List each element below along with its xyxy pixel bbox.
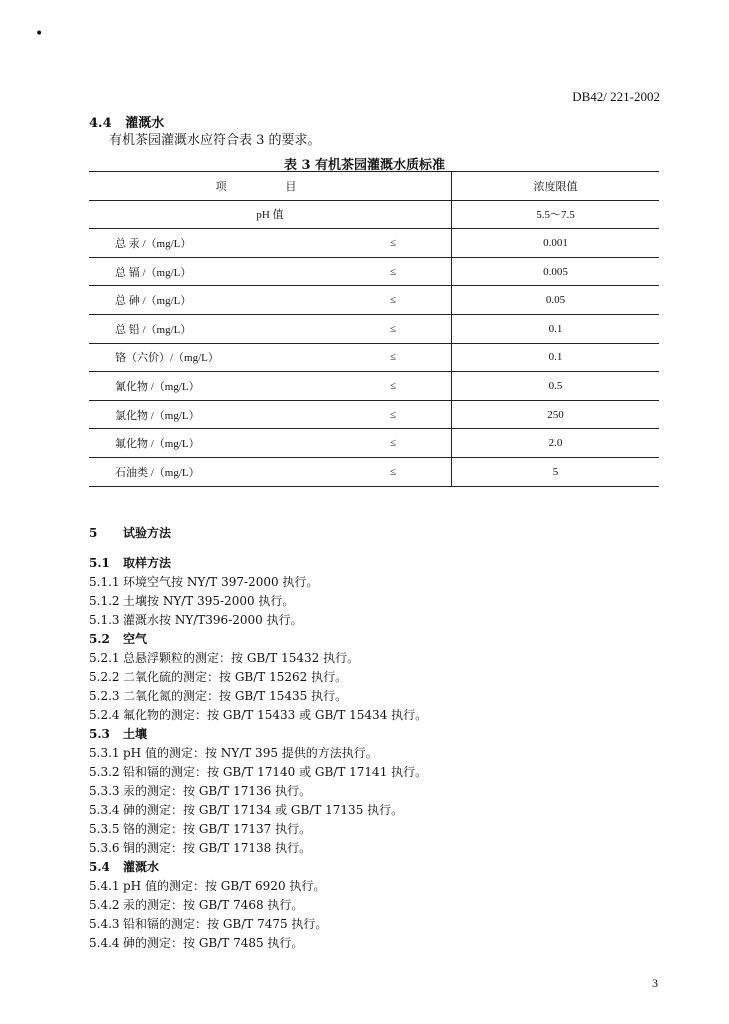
row-operator: ≤ <box>335 400 452 429</box>
method-line: 5.3.1 pH 值的测定：按 NY/T 395 提供的方法执行。 <box>89 746 378 760</box>
table-row <box>89 457 659 486</box>
document-code: DB42/ 221-2002 <box>572 89 660 104</box>
row-limit: 0.1 <box>452 343 660 372</box>
row-limit: 5.5～7.5 <box>452 200 660 229</box>
table-row <box>89 286 659 315</box>
method-line: 5.3.5 铬的测定：按 GB/T 17137 执行。 <box>89 822 312 836</box>
method-line: 5.4.2 汞的测定：按 GB/T 7468 执行。 <box>89 898 304 912</box>
table-row <box>89 257 659 286</box>
row-item: 氯化物 /（mg/L） <box>89 400 335 429</box>
method-line: 5.1.3 灌溉水按 NY/T396-2000 执行。 <box>89 613 303 627</box>
table-row <box>89 343 659 372</box>
row-operator: ≤ <box>335 343 452 372</box>
row-item: 氟化物 /（mg/L） <box>89 429 335 458</box>
row-operator: ≤ <box>335 229 452 258</box>
method-line: 5.3.6 铜的测定：按 GB/T 17138 执行。 <box>89 841 312 855</box>
row-item: 总 砷 /（mg/L） <box>89 286 335 315</box>
method-line: 5.4.3 铅和镉的测定：按 GB/T 7475 执行。 <box>89 917 328 931</box>
row-operator: ≤ <box>335 429 452 458</box>
table-row <box>89 400 659 429</box>
row-limit: 0.005 <box>452 257 660 286</box>
method-line: 5.3.2 铅和镉的测定：按 GB/T 17140 或 GB/T 17141 执行。 <box>89 765 428 779</box>
header-limit: 浓度限值 <box>452 172 660 201</box>
row-item: 氰化物 /（mg/L） <box>89 372 335 401</box>
table-row <box>89 200 659 229</box>
row-limit: 2.0 <box>452 429 660 458</box>
row-item: 总 汞 /（mg/L） <box>89 229 335 258</box>
method-line: 5.4.1 pH 值的测定：按 GB/T 6920 执行。 <box>89 879 326 893</box>
table-row <box>89 372 659 401</box>
table-row <box>89 314 659 343</box>
row-limit: 0.5 <box>452 372 660 401</box>
method-line: 5.3.4 砷的测定：按 GB/T 17134 或 GB/T 17135 执行。 <box>89 803 404 817</box>
row-operator: ≤ <box>335 457 452 486</box>
table-row <box>89 429 659 458</box>
section-5-heading: 5 试验方法 <box>89 526 172 540</box>
section-4-4-paragraph: 有机茶园灌溉水应符合表 3 的要求。 <box>109 133 321 148</box>
row-limit: 0.001 <box>452 229 660 258</box>
row-operator: ≤ <box>335 372 452 401</box>
scan-dot-mark: • <box>35 26 44 42</box>
row-operator: ≤ <box>335 257 452 286</box>
table-header-row <box>89 172 659 201</box>
method-line: 5.1.2 土壤按 NY/T 395-2000 执行。 <box>89 594 295 608</box>
row-item: 总 镉 /（mg/L） <box>89 257 335 286</box>
row-item: 铬（六价）/（mg/L） <box>89 343 335 372</box>
method-line: 5.2 空气 <box>89 632 148 646</box>
method-line: 5.2.2 二氧化硫的测定：按 GB/T 15262 执行。 <box>89 670 348 684</box>
row-item: 总 铅 /（mg/L） <box>89 314 335 343</box>
page-number: 3 <box>652 976 658 990</box>
method-line: 5.3 土壤 <box>89 727 148 741</box>
row-limit: 0.05 <box>452 286 660 315</box>
row-item: pH 值 <box>89 200 452 229</box>
method-line: 5.1.1 环境空气按 NY/T 397-2000 执行。 <box>89 575 319 589</box>
row-item: 石油类 /（mg/L） <box>89 457 335 486</box>
table-caption: 表 3 有机茶园灌溉水质标准 <box>283 158 446 173</box>
row-limit: 0.1 <box>452 314 660 343</box>
method-line: 5.2.1 总悬浮颗粒的测定：按 GB/T 15432 执行。 <box>89 651 360 665</box>
row-limit: 5 <box>452 457 660 486</box>
table-row <box>89 229 659 258</box>
header-item: 项 目 <box>89 172 452 201</box>
section-number: 4.4 <box>89 116 112 131</box>
row-operator: ≤ <box>335 286 452 315</box>
section-title: 灌溉水 <box>125 116 165 131</box>
method-line: 5.4.4 砷的测定：按 GB/T 7485 执行。 <box>89 936 304 950</box>
method-line: 5.4 灌溉水 <box>89 860 160 874</box>
row-limit: 250 <box>452 400 660 429</box>
irrigation-water-quality-table <box>89 171 659 487</box>
method-line: 5.2.4 氟化物的测定：按 GB/T 15433 或 GB/T 15434 执行。 <box>89 708 428 722</box>
method-line: 5.1 取样方法 <box>89 556 172 570</box>
row-operator: ≤ <box>335 314 452 343</box>
method-line: 5.2.3 二氧化氮的测定：按 GB/T 15435 执行。 <box>89 689 348 703</box>
method-line: 5.3.3 汞的测定：按 GB/T 17136 执行。 <box>89 784 312 798</box>
